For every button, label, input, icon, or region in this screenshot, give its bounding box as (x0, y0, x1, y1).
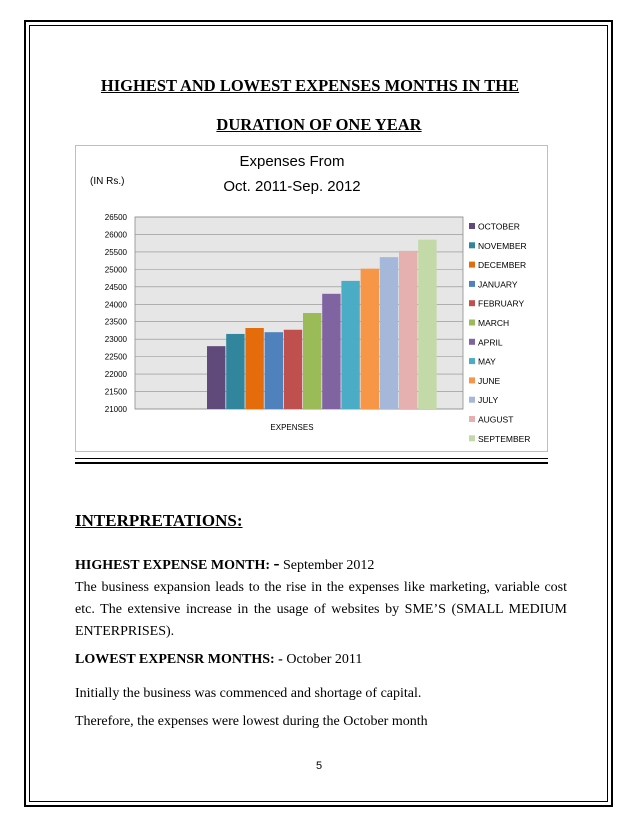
chart-bar-january (265, 332, 283, 409)
chart-y-tick-label: 23000 (104, 335, 127, 345)
legend-swatch-may (469, 358, 475, 364)
chart-y-tick-label: 24000 (104, 300, 127, 310)
chart-divider-thick (75, 462, 548, 464)
legend-swatch-july (469, 397, 475, 403)
legend-swatch-june (469, 377, 475, 383)
chart-divider-thin (75, 458, 548, 459)
chart-x-axis-label: EXPENSES (270, 423, 314, 432)
chart-y-ticks (105, 213, 128, 414)
legend-label-july: JULY (478, 395, 499, 406)
legend-swatch-november (469, 242, 475, 248)
lowest-expense-label: LOWEST EXPENSR MONTHS: - (75, 652, 283, 667)
highest-expense-paragraph: The business expansion leads to the rise in the expenses like marketing, variable cost etc. The extensive increase in the usage of websites by SME’S (SMALL MEDIUM ENTERPRISES). (75, 580, 567, 639)
legend-label-may: MAY (478, 356, 496, 367)
chart-title-line2: Oct. 2011-Sep. 2012 (223, 178, 361, 195)
chart-bar-september (418, 240, 436, 409)
chart-bar-december (245, 328, 263, 409)
legend-swatch-september (469, 435, 475, 441)
highest-expense-label: HIGHEST EXPENSE MONTH: (75, 558, 271, 573)
chart-y-tick-label: 22500 (104, 352, 127, 362)
highest-expense-line (75, 552, 567, 577)
legend-swatch-december (469, 262, 475, 268)
chart-bar-may (341, 281, 359, 409)
highest-expense-value: September 2012 (283, 558, 375, 573)
legend-label-september: SEPTEMBER (478, 433, 531, 444)
highest-expense-dash: - (273, 553, 280, 573)
legend-swatch-february (469, 300, 475, 306)
legend-label-february: FEBRUARY (478, 298, 525, 309)
legend-swatch-october (469, 223, 475, 229)
page-number: 5 (315, 760, 323, 772)
chart-bar-february (284, 330, 302, 409)
legend-label-january: JANUARY (478, 279, 518, 290)
legend-swatch-january (469, 281, 475, 287)
legend-swatch-march (469, 320, 475, 326)
chart-y-tick-label: 22000 (104, 370, 127, 380)
interpretations-title: INTERPRETATIONS: (75, 511, 243, 530)
chart-bar-november (226, 334, 244, 409)
chart-bar-april (322, 294, 340, 409)
legend-label-october: OCTOBER (478, 221, 520, 232)
legend-label-april: APRIL (478, 337, 503, 348)
expenses-chart (76, 146, 547, 451)
lowest-expense-line (75, 649, 567, 671)
chart-y-tick-label: 24500 (104, 282, 127, 292)
chart-y-tick-label: 23500 (104, 317, 127, 327)
chart-y-tick-label: 26000 (104, 230, 127, 240)
chart-y-tick-label: 21500 (104, 387, 127, 397)
page-heading-line2: DURATION OF ONE YEAR (216, 115, 422, 134)
chart-y-tick-label: 25500 (104, 247, 127, 257)
chart-unit-label: (IN Rs.) (90, 176, 125, 187)
chart-bar-june (361, 269, 379, 409)
lowest-expense-paragraph-2: Therefore, the expenses were lowest during the October month (75, 714, 428, 729)
chart-y-tick-label: 21000 (104, 405, 127, 414)
chart-legend (469, 222, 530, 444)
legend-swatch-april (469, 339, 475, 345)
legend-swatch-august (469, 416, 475, 422)
chart-bar-july (380, 257, 398, 409)
chart-y-tick-label: 25000 (104, 265, 127, 275)
lowest-expense-paragraph-1: Initially the business was commenced and shortage of capital. (75, 686, 422, 701)
chart-container (75, 145, 548, 452)
page-heading-line1: HIGHEST AND LOWEST EXPENSES MONTHS IN THE (100, 76, 520, 95)
legend-label-march: MARCH (478, 318, 510, 328)
legend-label-june: JUNE (478, 375, 501, 386)
legend-label-august: AUGUST (478, 414, 514, 425)
lowest-expense-value: October 2011 (286, 652, 363, 667)
legend-label-november: NOVEMBER (478, 240, 527, 251)
legend-label-december: DECEMBER (478, 260, 527, 271)
chart-bar-october (207, 346, 225, 409)
chart-bar-march (303, 313, 321, 409)
chart-y-tick-label: 26500 (104, 213, 127, 222)
chart-bar-august (399, 251, 417, 409)
chart-title-line1: Expenses From (239, 153, 345, 170)
